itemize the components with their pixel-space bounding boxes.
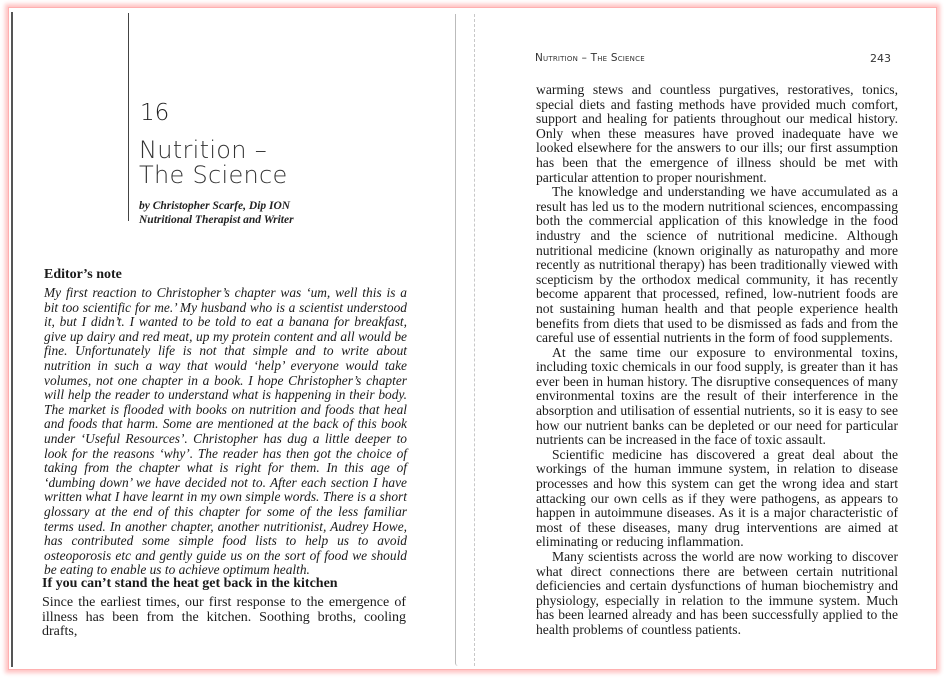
page-number: 243 xyxy=(870,52,891,65)
byline-role: Nutritional Therapist and Writer xyxy=(139,214,294,226)
paragraph: Many scientists across the world are now working to discover what direct connections there are between certain nutritional deficiencies and certain dysfunctions of human biochemistry and physiology, especially in relation to the immune system. Much has been learned already and has been successfully applied to the health problems of countless patients. xyxy=(536,549,898,637)
gutter-curve xyxy=(455,14,458,666)
chapter-number: 16 xyxy=(140,100,170,126)
author-byline xyxy=(139,199,294,227)
body-text xyxy=(536,83,898,638)
chapter-title xyxy=(139,138,288,188)
chapter-title-line2: The Science xyxy=(139,161,288,189)
gutter-fold xyxy=(474,14,475,666)
paragraph: At the same time our exposure to environmental toxins, including toxic chemicals in our food supply, is greater than it has ever been in human history. The disruptive consequences of many environmental toxins are the result of their interference in the absorption and utilisation of essential nutrients, so it is easy to see how our nutrient banks can be depleted or our need for particular nutrients can be increased in the face of toxic assault. xyxy=(536,344,898,448)
chapter-title-line1: Nutrition – xyxy=(139,136,268,164)
paragraph: Scientific medicine has discovered a great deal about the workings of the human immune system, in relation to disease processes and how this system can get the wrong idea and start attacking our own cells as if they were pathogens, as appears to happen in autoimmune diseases. As it is a major characteristic of most of these diseases, many drug interventions are aimed at eliminating or reducing inflammation. xyxy=(536,446,898,550)
title-vertical-rule xyxy=(128,13,129,221)
editor-note-text: My first reaction to Christopher’s chapter was ‘um, well this is a bit too scientific for me.’ My husband who is a scientist understood it, but I didn’t. I wanted to be told to eat a banana for breakfast, give up dairy and red meat, up my protein content and all would be fine. Unfortunately life is not that simple and to write about nutrition in such a way that would ‘help’ everyone would take volumes, not one chapter in a book. I hope Christopher’s chapter will help the reader to understand what is happening in their body. The market is flooded with books on nutrition and foods that heal and foods that harm. Some are mentioned at the back of this book under ‘Useful Resources’. Christopher has dug a little deeper to look for the reasons ‘why’. The reader has then got the choice of taking from the chapter what is right for them. In this age of ‘dumbing down’ we have decided not to. After each section I have written what I have learnt in my own simple words. There is a short glossary at the end of this chapter for some of the less familiar terms used. In another chapter, another nutritionist, Audrey Howe, has contributed some simple food lists to help us to avoid osteoporosis etc and gently guide us on the sort of food we should be eating to enable us to achieve optimum health. xyxy=(44,285,407,578)
paragraph: The knowledge and understanding we have accumulated as a result has led us to the modern nutritional sciences, encompassing both the commercial application of this knowledge in the food industry and the science of nutritional medicine. Although nutritional medicine (known originally as naturopathy and more recently as nutritional therapy) has been traditionally viewed with scepticism by the orthodox medical community, it has recently become apparent that processed, refined, low-nutrient foods are not sustaining human health and that people experience health benefits from diets that used to be dismissed as fads and from the careful use of essential nutrients in the form of food supplements. xyxy=(536,184,898,346)
byline-author: by Christopher Scarfe, Dip ION xyxy=(139,200,291,212)
section-paragraph: Since the earliest times, our first response to the emergence of illness has been from the kitchen. Soothing broths, cooling drafts, xyxy=(42,595,406,640)
editor-note-heading: Editor’s note xyxy=(44,267,122,282)
left-page-edge xyxy=(11,12,13,667)
section-heading: If you can’t stand the heat get back in the kitchen xyxy=(42,576,338,591)
paragraph: warming stews and countless purgatives, restoratives, tonics, special diets and fasting methods have provided much comfort, support and healing for patients throughout our medical history. Only when these measures have proved inadequate have we looked elsewhere for the answers to our ills; our first assumption has been that the emergence of illness should be met with particular attention to proper nourishment. xyxy=(536,82,898,185)
running-head: Nutrition – The Science xyxy=(535,52,645,64)
